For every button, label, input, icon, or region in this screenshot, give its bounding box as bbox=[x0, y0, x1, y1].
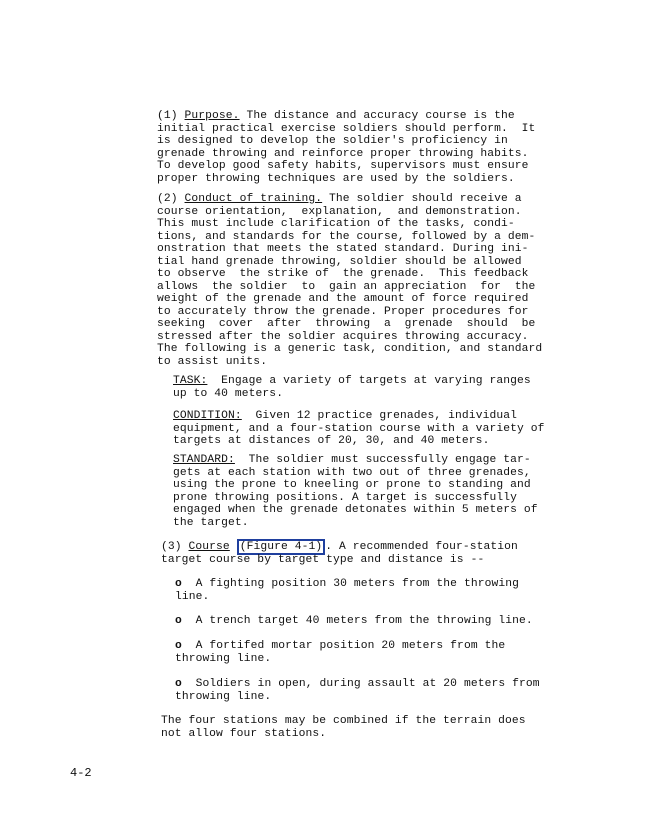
course-paragraph bbox=[161, 541, 518, 566]
page-number: 4-2 bbox=[70, 766, 92, 780]
standard-paragraph bbox=[173, 454, 538, 529]
standard-label: STANDARD: bbox=[173, 454, 235, 466]
purpose-line: grenade throwing and reinforce proper throwing habits. bbox=[157, 147, 529, 160]
task-line: up to 40 meters. bbox=[173, 387, 284, 400]
purpose-line-1: The distance and accuracy course is the bbox=[239, 110, 515, 122]
course-heading: Course bbox=[188, 541, 230, 553]
bullet-marker: o bbox=[175, 615, 182, 627]
closing-paragraph bbox=[161, 715, 526, 740]
purpose-line: proper throwing techniques are used by the soldiers. bbox=[157, 172, 515, 185]
conduct-line: The following is a generic task, condition, and standard bbox=[157, 343, 543, 355]
purpose-paragraph bbox=[157, 110, 535, 185]
task-line-1: Engage a variety of targets at varying ranges bbox=[207, 375, 531, 387]
condition-line: equipment, and a four-station course with a variety of bbox=[173, 422, 545, 435]
conduct-line: to observe the strike of the grenade. This feedback bbox=[157, 268, 529, 280]
purpose-heading: Purpose. bbox=[184, 110, 240, 122]
conduct-line: to accurately throw the grenade. Proper procedures for bbox=[157, 305, 529, 318]
closing-line: not allow four stations. bbox=[161, 727, 327, 740]
closing-line: The four stations may be combined if the terrain does bbox=[161, 715, 526, 727]
bullet-line-1: A fighting position 30 meters from the throwing bbox=[181, 578, 519, 590]
conduct-line: seeking cover after throwing a grenade should be bbox=[157, 318, 536, 330]
conduct-heading: Conduct of training. bbox=[184, 193, 323, 205]
bullet-line-2: throwing line. bbox=[175, 690, 272, 703]
purpose-line: is designed to develop the soldier's proficiency in bbox=[157, 135, 508, 147]
bullet-marker: o bbox=[175, 578, 182, 590]
conduct-line: to assist units. bbox=[157, 355, 268, 368]
conduct-line-1: The soldier should receive a bbox=[322, 193, 522, 205]
task-paragraph bbox=[173, 375, 531, 400]
bullet-line-1: A trench target 40 meters from the throwing line. bbox=[181, 615, 533, 627]
condition-paragraph bbox=[173, 410, 544, 448]
list-item bbox=[175, 640, 505, 665]
bullet-line-2: throwing line. bbox=[175, 652, 272, 665]
course-line-2: target course by target type and distance is -- bbox=[161, 553, 485, 566]
conduct-line: allows the soldier to gain an appreciation for the bbox=[157, 280, 536, 293]
condition-label: CONDITION: bbox=[173, 410, 242, 422]
task-label: TASK: bbox=[173, 375, 208, 387]
conduct-line: tions, and standards for the course, followed by a dem- bbox=[157, 230, 536, 243]
conduct-line: stressed after the soldier acquires throwing accuracy. bbox=[157, 330, 529, 343]
conduct-line: tial hand grenade throwing, soldier should be allowed bbox=[157, 255, 522, 268]
condition-line: targets at distances of 20, 30, and 40 meters. bbox=[173, 435, 490, 447]
conduct-line: onstration that meets the stated standard. During ini- bbox=[157, 243, 529, 255]
bullet-marker: o bbox=[175, 640, 182, 652]
bullet-line-2: line. bbox=[175, 590, 210, 603]
standard-line-1: The soldier must successfully engage tar- bbox=[234, 454, 531, 466]
bullet-line-1: Soldiers in open, during assault at 20 meters from bbox=[181, 678, 540, 690]
purpose-line: initial practical exercise soldiers should perform. It bbox=[157, 122, 536, 135]
conduct-number: (2) bbox=[157, 193, 178, 205]
list-item bbox=[175, 578, 519, 603]
figure-4-1-link[interactable]: (Figure 4-1) bbox=[237, 539, 326, 555]
conduct-line: This must include clarification of the tasks, condi- bbox=[157, 218, 515, 230]
condition-line-1: Given 12 practice grenades, individual bbox=[241, 410, 517, 422]
standard-line: the target. bbox=[173, 516, 249, 529]
standard-line: gets at each station with two out of three grenades, bbox=[173, 466, 531, 479]
list-item bbox=[175, 678, 540, 703]
conduct-line: course orientation, explanation, and demonstration. bbox=[157, 205, 522, 218]
standard-line: engaged when the grenade detonates within 5 meters of bbox=[173, 504, 538, 516]
bullet-marker: o bbox=[175, 678, 182, 690]
conduct-paragraph bbox=[157, 193, 542, 368]
course-number: (3) bbox=[161, 541, 182, 553]
standard-line: using the prone to kneeling or prone to standing and bbox=[173, 479, 531, 491]
course-line-1: . A recommended four-station bbox=[325, 541, 518, 553]
purpose-number: (1) bbox=[157, 110, 178, 122]
conduct-line: weight of the grenade and the amount of force required bbox=[157, 293, 529, 305]
list-item bbox=[175, 615, 533, 628]
purpose-line: To develop good safety habits, supervisors must ensure bbox=[157, 160, 529, 172]
standard-line: prone throwing positions. A target is successfully bbox=[173, 491, 517, 504]
bullet-line-1: A fortifed mortar position 20 meters from the bbox=[181, 640, 506, 652]
